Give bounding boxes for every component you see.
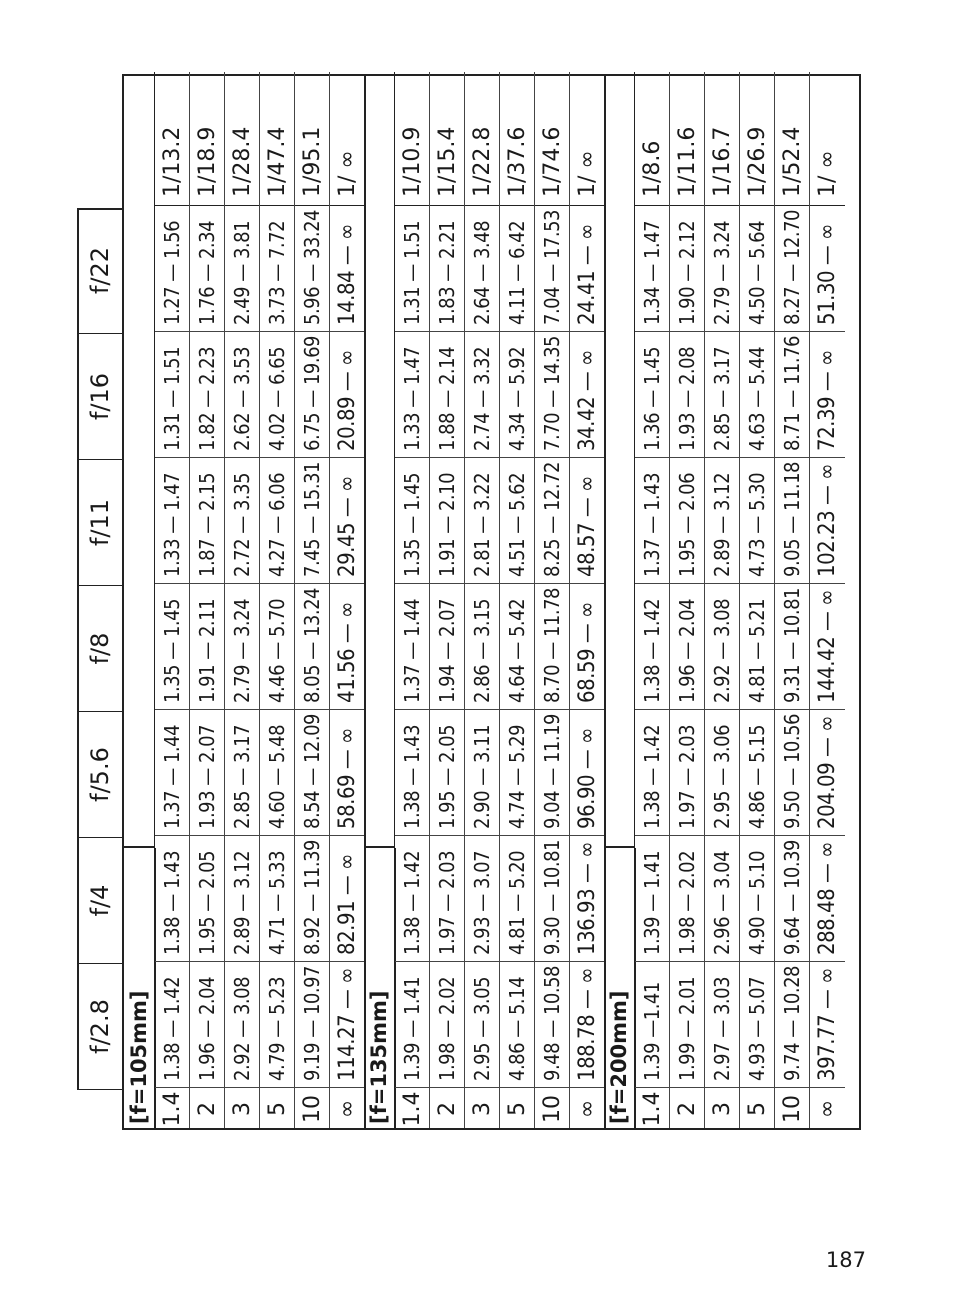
depth-range-cell: 1.37 — 1.44 <box>395 584 430 710</box>
depth-range-cell: 4.74 — 5.29 <box>500 710 535 836</box>
magnification-cell: 1/95.1 <box>295 72 330 206</box>
depth-range-cell: 2.93 — 3.07 <box>465 836 500 962</box>
depth-range-cell: 8.70 — 11.78 <box>535 584 570 710</box>
depth-range-cell: 51.30 — ∞ <box>810 206 845 332</box>
table-row <box>634 72 669 1128</box>
table-row <box>534 72 569 1128</box>
depth-range-cell: 9.48 — 10.58 <box>535 962 570 1088</box>
depth-range-cell: 9.50 — 10.56 <box>775 710 810 836</box>
table-row <box>704 72 739 1128</box>
table-row <box>739 72 774 1128</box>
depth-range-cell: 1.38 — 1.42 <box>395 836 430 962</box>
depth-range-cell: 1.39 — 1.41 <box>395 962 430 1088</box>
distance-cell: 10 <box>540 1095 565 1123</box>
depth-range-cell: 2.86 — 3.15 <box>465 584 500 710</box>
depth-range-cell: 4.79 — 5.23 <box>260 962 295 1088</box>
focal-length-label: [f=135mm] <box>367 990 391 1124</box>
depth-range-cell: 1.99 — 2.01 <box>670 962 705 1088</box>
magnification-cell: 1/ ∞ <box>810 72 845 206</box>
depth-range-cell: 397.77 — ∞ <box>810 962 845 1088</box>
depth-range-cell: 5.96 — 33.24 <box>295 206 330 332</box>
depth-of-field-table <box>122 74 861 1130</box>
depth-range-cell: 4.86 — 5.15 <box>740 710 775 836</box>
magnification-cell: 1/15.4 <box>430 72 465 206</box>
table-row <box>394 72 429 1128</box>
depth-range-cell: 1.35 — 1.45 <box>395 458 430 584</box>
depth-range-cell: 2.95 — 3.05 <box>465 962 500 1088</box>
depth-range-cell: 136.93 — ∞ <box>570 836 605 962</box>
distance-cell: 5 <box>505 1102 530 1116</box>
depth-range-cell: 1.37 — 1.43 <box>635 458 670 584</box>
depth-range-cell: 9.05 — 11.18 <box>775 458 810 584</box>
table-row <box>669 72 704 1128</box>
table-row <box>154 72 189 1128</box>
depth-range-cell: 8.27 — 12.70 <box>775 206 810 332</box>
magnification-cell: 1/47.4 <box>260 72 295 206</box>
depth-range-cell: 4.90 — 5.10 <box>740 836 775 962</box>
depth-range-cell: 20.89 — ∞ <box>330 332 365 458</box>
depth-range-cell: 102.23 — ∞ <box>810 458 845 584</box>
depth-range-cell: 1.95 — 2.05 <box>190 836 225 962</box>
depth-range-cell: 1.93 — 2.08 <box>670 332 705 458</box>
table-row <box>774 72 809 1128</box>
aperture-header-border <box>77 208 122 1090</box>
depth-range-cell: 3.73 — 7.72 <box>260 206 295 332</box>
distance-cell: 10 <box>300 1095 325 1123</box>
depth-range-cell: 1.91 — 2.10 <box>430 458 465 584</box>
depth-range-cell: 4.02 — 6.65 <box>260 332 295 458</box>
depth-range-cell: 1.31 — 1.51 <box>155 332 190 458</box>
depth-range-cell: 4.51 — 5.62 <box>500 458 535 584</box>
aperture-header-row <box>77 74 122 1130</box>
depth-range-cell: 1.39 —1.41 <box>635 962 670 1088</box>
depth-range-cell: 2.97 — 3.03 <box>705 962 740 1088</box>
depth-range-cell: 1.98 — 2.02 <box>670 836 705 962</box>
depth-range-cell: 24.41 — ∞ <box>570 206 605 332</box>
depth-range-cell: 4.86 — 5.14 <box>500 962 535 1088</box>
depth-range-cell: 9.04 — 11.19 <box>535 710 570 836</box>
depth-range-cell: 2.49 — 3.81 <box>225 206 260 332</box>
depth-range-cell: 2.85 — 3.17 <box>705 332 740 458</box>
distance-cell: 3 <box>710 1102 735 1116</box>
magnification-cell: 1/26.9 <box>740 72 775 206</box>
depth-range-cell: 1.31 — 1.51 <box>395 206 430 332</box>
depth-range-cell: 2.85 — 3.17 <box>225 710 260 836</box>
distance-cell: 2 <box>435 1102 460 1116</box>
depth-range-cell: 8.92 — 11.39 <box>295 836 330 962</box>
depth-range-cell: 2.89 — 3.12 <box>225 836 260 962</box>
magnification-cell: 1/22.8 <box>465 72 500 206</box>
depth-range-cell: 7.70 — 14.35 <box>535 332 570 458</box>
magnification-cell: 1/10.9 <box>395 72 430 206</box>
depth-range-cell: 1.93 — 2.07 <box>190 710 225 836</box>
depth-range-cell: 4.71 — 5.33 <box>260 836 295 962</box>
depth-range-cell: 288.48 — ∞ <box>810 836 845 962</box>
depth-range-cell: 1.90 — 2.12 <box>670 206 705 332</box>
depth-range-cell: 4.60 — 5.48 <box>260 710 295 836</box>
depth-range-cell: 14.84 — ∞ <box>330 206 365 332</box>
depth-range-cell: 1.94 — 2.07 <box>430 584 465 710</box>
distance-cell: 10 <box>780 1095 805 1123</box>
distance-cell: ∞ <box>335 1099 360 1119</box>
distance-cell: 2 <box>675 1102 700 1116</box>
aperture-label: f/11 <box>77 460 122 586</box>
distance-cell: ∞ <box>815 1099 840 1119</box>
depth-range-cell: 2.92 — 3.08 <box>705 584 740 710</box>
depth-range-cell: 34.42 — ∞ <box>570 332 605 458</box>
magnification-cell: 1/ ∞ <box>570 72 605 206</box>
depth-range-cell: 1.82 — 2.23 <box>190 332 225 458</box>
table-row <box>224 72 259 1128</box>
depth-range-cell: 2.62 — 3.53 <box>225 332 260 458</box>
distance-cell: 1.4 <box>640 1091 665 1127</box>
depth-range-cell: 9.30 — 10.81 <box>535 836 570 962</box>
depth-range-cell: 4.73 — 5.30 <box>740 458 775 584</box>
depth-range-cell: 1.33 — 1.47 <box>155 458 190 584</box>
distance-cell: 2 <box>195 1102 220 1116</box>
depth-range-cell: 1.27 — 1.56 <box>155 206 190 332</box>
aperture-label: f/8 <box>77 586 122 712</box>
depth-range-cell: 2.74 — 3.32 <box>465 332 500 458</box>
magnification-cell: 1/37.6 <box>500 72 535 206</box>
depth-range-cell: 72.39 — ∞ <box>810 332 845 458</box>
depth-range-cell: 8.05 — 13.24 <box>295 584 330 710</box>
depth-range-cell: 2.92 — 3.08 <box>225 962 260 1088</box>
depth-range-cell: 1.33 — 1.47 <box>395 332 430 458</box>
depth-range-cell: 188.78 — ∞ <box>570 962 605 1088</box>
depth-range-cell: 58.69 — ∞ <box>330 710 365 836</box>
table-row <box>294 72 329 1128</box>
depth-range-cell: 1.98 — 2.02 <box>430 962 465 1088</box>
section-label-box-side <box>604 847 634 849</box>
depth-range-cell: 1.83 — 2.21 <box>430 206 465 332</box>
section-header <box>124 838 154 1128</box>
depth-range-cell: 144.42 — ∞ <box>810 584 845 710</box>
section-label-box-side <box>124 847 154 849</box>
magnification-cell: 1/16.7 <box>705 72 740 206</box>
depth-range-cell: 2.79 — 3.24 <box>705 206 740 332</box>
depth-range-cell: 29.45 — ∞ <box>330 458 365 584</box>
depth-range-cell: 2.89 — 3.12 <box>705 458 740 584</box>
depth-range-cell: 4.11 — 6.42 <box>500 206 535 332</box>
depth-range-cell: 1.95 — 2.05 <box>430 710 465 836</box>
distance-cell: 5 <box>265 1102 290 1116</box>
depth-range-cell: 8.71 — 11.76 <box>775 332 810 458</box>
distance-cell: ∞ <box>575 1099 600 1119</box>
depth-range-cell: 96.90 — ∞ <box>570 710 605 836</box>
table-row <box>429 72 464 1128</box>
depth-range-cell: 8.25 — 12.72 <box>535 458 570 584</box>
depth-range-cell: 8.54 — 12.09 <box>295 710 330 836</box>
depth-of-field-table-rotated <box>77 74 861 1130</box>
depth-range-cell: 1.95 — 2.06 <box>670 458 705 584</box>
table-row <box>464 72 499 1128</box>
table-row <box>259 72 294 1128</box>
depth-range-cell: 4.64 — 5.42 <box>500 584 535 710</box>
depth-range-cell: 1.36 — 1.45 <box>635 332 670 458</box>
depth-range-cell: 2.72 — 3.35 <box>225 458 260 584</box>
depth-range-cell: 7.04 — 17.53 <box>535 206 570 332</box>
depth-range-cell: 1.38 — 1.43 <box>155 836 190 962</box>
depth-range-cell: 1.34 — 1.47 <box>635 206 670 332</box>
depth-range-cell: 2.90 — 3.11 <box>465 710 500 836</box>
distance-cell: 1.4 <box>160 1091 185 1127</box>
depth-range-cell: 2.95 — 3.06 <box>705 710 740 836</box>
depth-range-cell: 41.56 — ∞ <box>330 584 365 710</box>
magnification-cell: 1/74.6 <box>535 72 570 206</box>
depth-range-cell: 4.50 — 5.64 <box>740 206 775 332</box>
depth-range-cell: 7.45 — 15.31 <box>295 458 330 584</box>
depth-range-cell: 4.34 — 5.92 <box>500 332 535 458</box>
table-row <box>329 72 364 1128</box>
depth-range-cell: 1.96 — 2.04 <box>190 962 225 1088</box>
depth-range-cell: 68.59 — ∞ <box>570 584 605 710</box>
distance-cell: 3 <box>230 1102 255 1116</box>
section-label-box-side <box>364 847 394 849</box>
depth-range-cell: 82.91 — ∞ <box>330 836 365 962</box>
table-row <box>569 72 604 1128</box>
depth-range-cell: 1.39 — 1.41 <box>635 836 670 962</box>
magnification-cell: 1/52.4 <box>775 72 810 206</box>
section-header <box>604 838 634 1128</box>
magnification-cell: 1/13.2 <box>155 72 190 206</box>
depth-range-cell: 204.09 — ∞ <box>810 710 845 836</box>
depth-range-cell: 1.91 — 2.11 <box>190 584 225 710</box>
depth-range-cell: 4.27 — 6.06 <box>260 458 295 584</box>
depth-range-cell: 2.79 — 3.24 <box>225 584 260 710</box>
depth-range-cell: 1.97 — 2.03 <box>670 710 705 836</box>
magnification-cell: 1/ ∞ <box>330 72 365 206</box>
section-header <box>364 838 394 1128</box>
focal-length-label: [f=105mm] <box>127 990 151 1124</box>
depth-range-cell: 1.38 — 1.42 <box>155 962 190 1088</box>
depth-range-cell: 48.57 — ∞ <box>570 458 605 584</box>
section-divider <box>604 76 606 1128</box>
depth-range-cell: 114.27 — ∞ <box>330 962 365 1088</box>
aperture-label: f/2.8 <box>77 964 122 1090</box>
magnification-cell: 1/11.6 <box>670 72 705 206</box>
depth-range-cell: 1.35 — 1.45 <box>155 584 190 710</box>
depth-range-cell: 1.37 — 1.44 <box>155 710 190 836</box>
table-row <box>189 72 224 1128</box>
depth-range-cell: 4.63 — 5.44 <box>740 332 775 458</box>
aperture-label: f/4 <box>77 838 122 964</box>
depth-range-cell: 4.81 — 5.20 <box>500 836 535 962</box>
depth-range-cell: 9.19 — 10.97 <box>295 962 330 1088</box>
depth-range-cell: 1.38 — 1.43 <box>395 710 430 836</box>
table-row <box>499 72 534 1128</box>
depth-range-cell: 2.81 — 3.22 <box>465 458 500 584</box>
distance-cell: 1.4 <box>400 1091 425 1127</box>
depth-range-cell: 1.38 — 1.42 <box>635 710 670 836</box>
depth-range-cell: 2.64 — 3.48 <box>465 206 500 332</box>
table-row <box>809 72 844 1128</box>
aperture-label: f/16 <box>77 334 122 460</box>
aperture-label: f/22 <box>77 208 122 334</box>
section-divider <box>364 76 366 1128</box>
depth-range-cell: 6.75 — 19.69 <box>295 332 330 458</box>
distance-cell: 5 <box>745 1102 770 1116</box>
focal-length-label: [f=200mm] <box>607 990 631 1124</box>
depth-range-cell: 1.76 — 2.34 <box>190 206 225 332</box>
depth-range-cell: 1.38 — 1.42 <box>635 584 670 710</box>
magnification-cell: 1/18.9 <box>190 72 225 206</box>
aperture-label: f/5.6 <box>77 712 122 838</box>
depth-range-cell: 9.31 — 10.81 <box>775 584 810 710</box>
depth-range-cell: 9.64 — 10.39 <box>775 836 810 962</box>
depth-range-cell: 4.93 — 5.07 <box>740 962 775 1088</box>
depth-range-cell: 2.96 — 3.04 <box>705 836 740 962</box>
depth-range-cell: 4.46 — 5.70 <box>260 584 295 710</box>
depth-range-cell: 1.96 — 2.04 <box>670 584 705 710</box>
depth-range-cell: 4.81 — 5.21 <box>740 584 775 710</box>
magnification-cell: 1/28.4 <box>225 72 260 206</box>
magnification-cell: 1/8.6 <box>635 72 670 206</box>
depth-range-cell: 1.88 — 2.14 <box>430 332 465 458</box>
distance-cell: 3 <box>470 1102 495 1116</box>
page-number: 187 <box>825 1248 866 1272</box>
depth-range-cell: 9.74 — 10.28 <box>775 962 810 1088</box>
depth-range-cell: 1.97 — 2.03 <box>430 836 465 962</box>
depth-range-cell: 1.87 — 2.15 <box>190 458 225 584</box>
